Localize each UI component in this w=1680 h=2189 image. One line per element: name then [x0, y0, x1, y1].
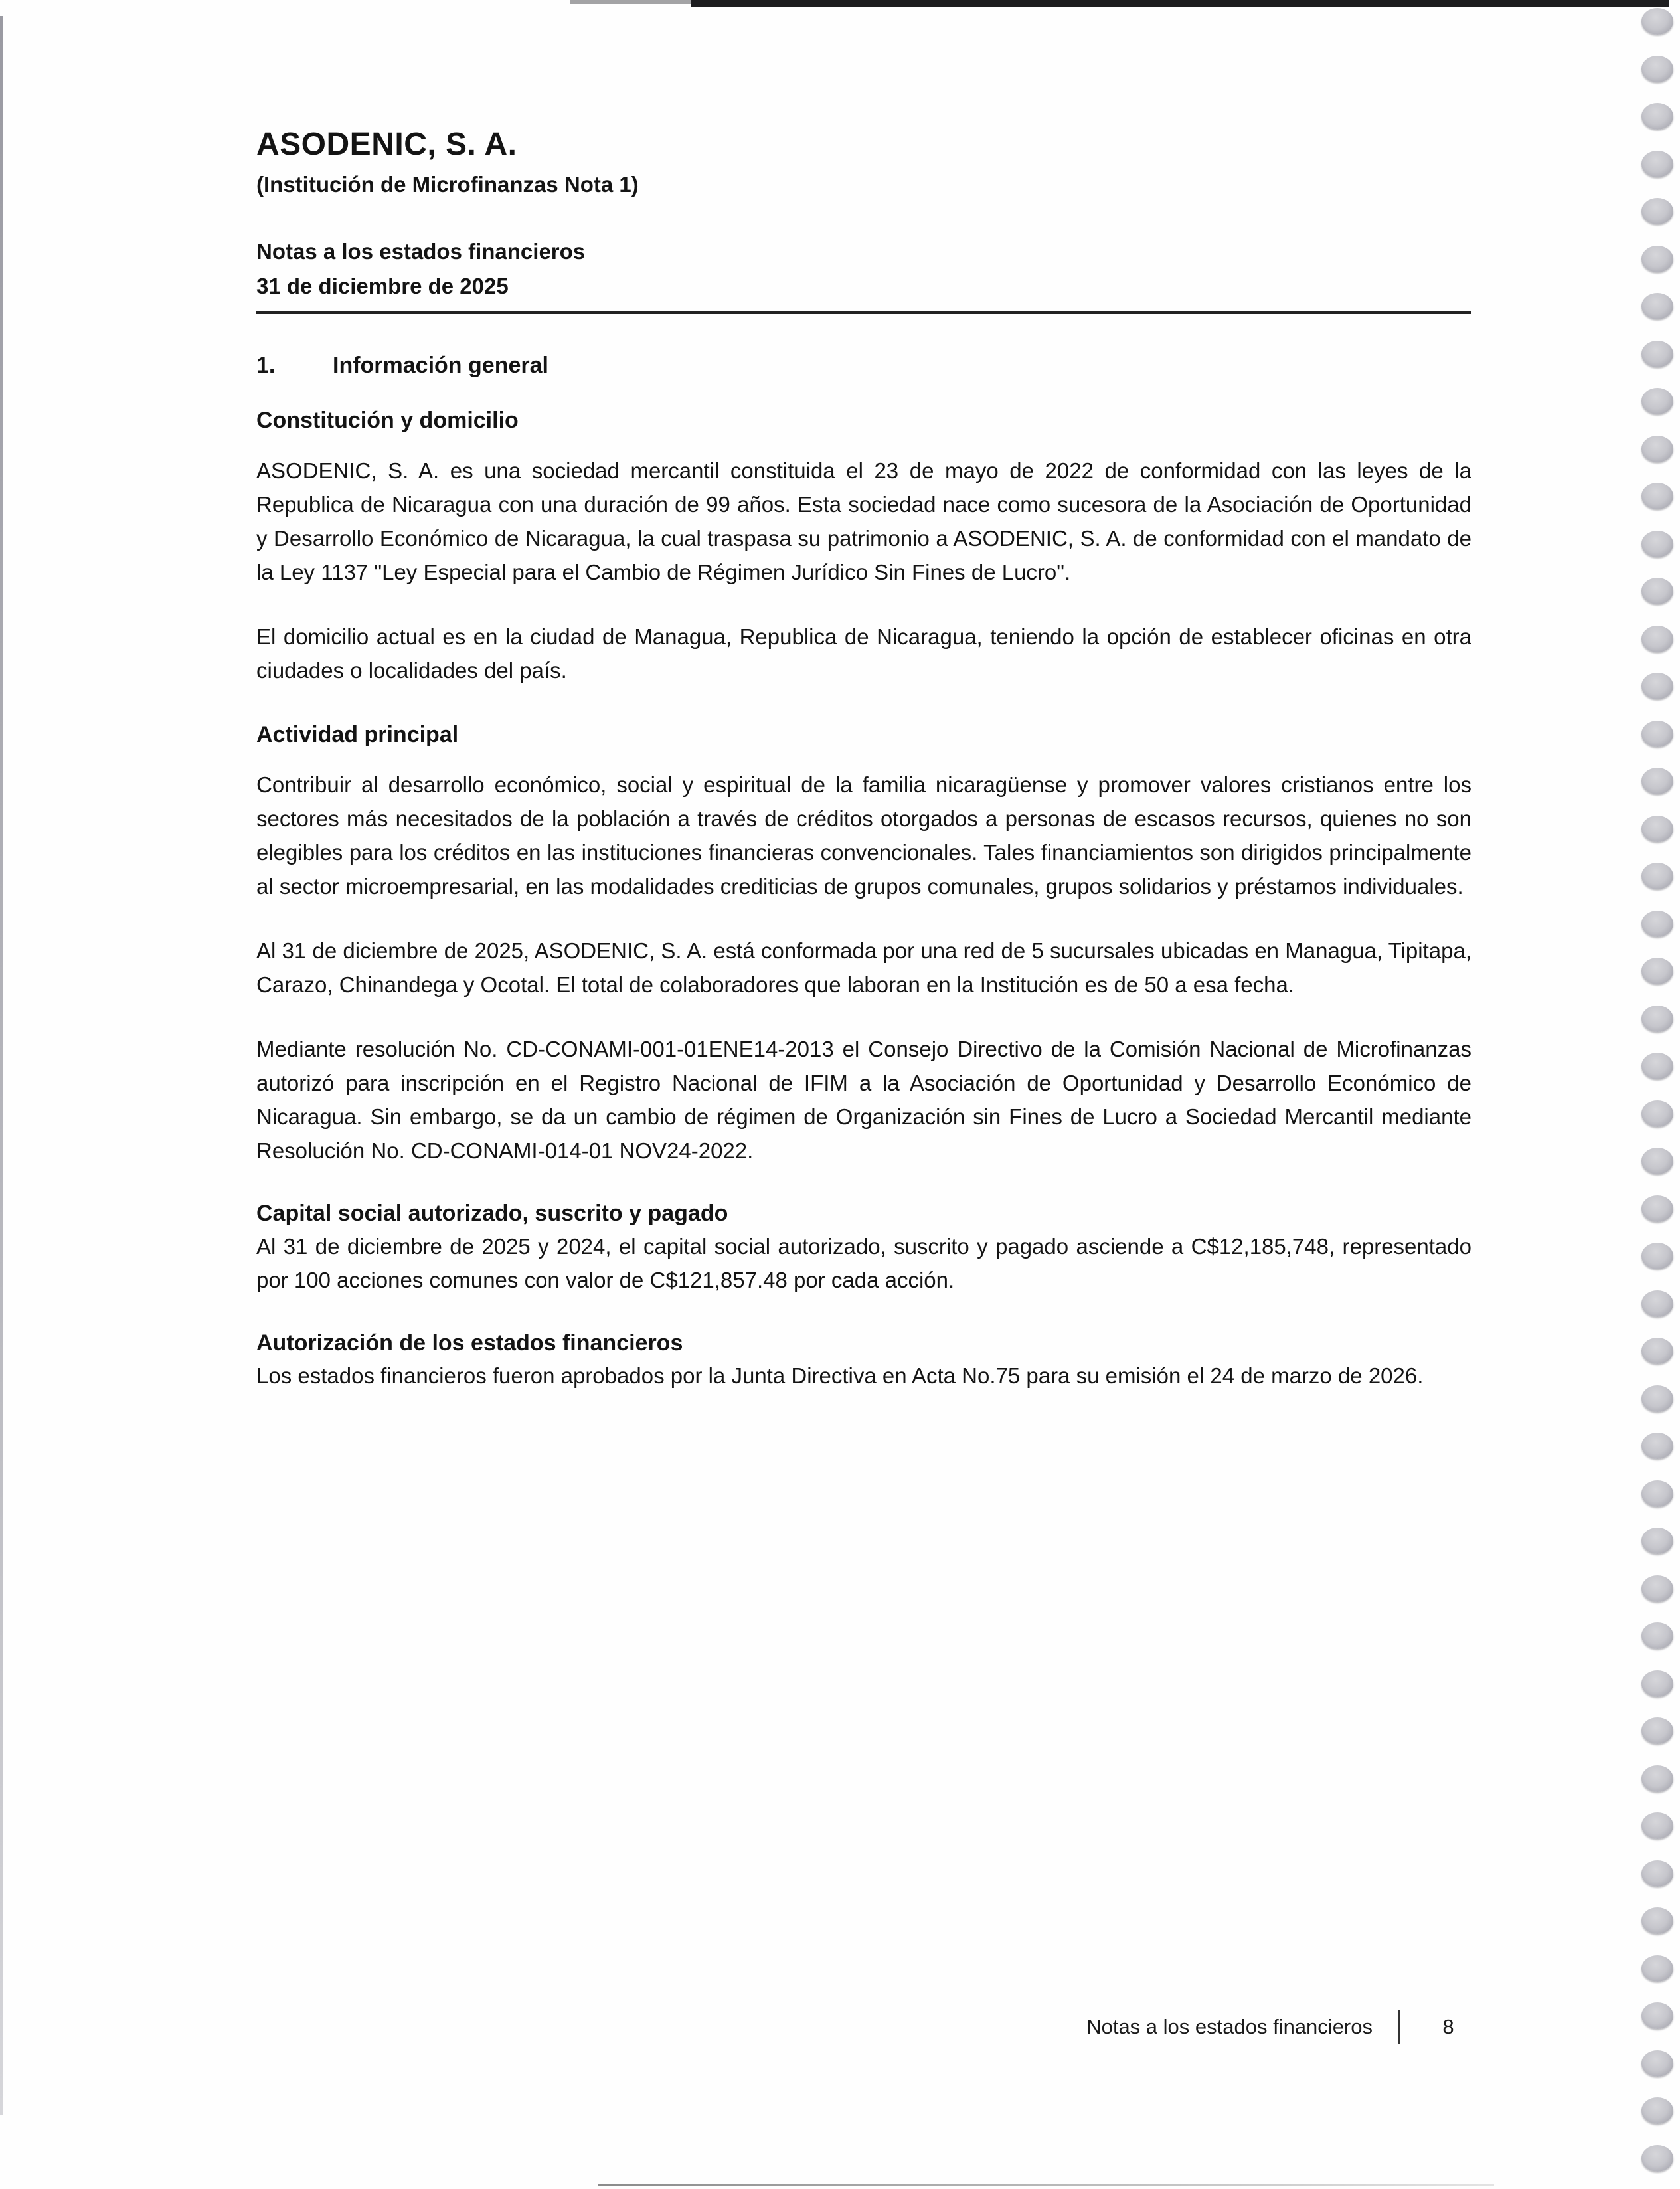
footer-page-number: 8: [1442, 2015, 1454, 2038]
paragraph-constitucion-1: ASODENIC, S. A. es una sociedad mercantil constituida el 23 de mayo de 2022 de conformidad con las leyes de la Republica de Nicaragua con una duración de 99 años. Esta sociedad nace como sucesora de la Asociación de Oportunidad y Desarrollo Económico de Nicaragua, la cual traspasa su patrimonio a ASODENIC, S. A. de conformidad con el mandato de la Ley 1137 "Ley Especial para el Cambio de Régimen Jurídico Sin Fines de Lucro".: [256, 458, 1471, 585]
company-name: ASODENIC, S. A.: [256, 127, 517, 162]
heading-constitucion: Constitución y domicilio: [256, 408, 519, 434]
binding-hole-icon: [1641, 1006, 1673, 1032]
section-number: 1.: [256, 353, 276, 379]
binding-hole-icon: [1641, 483, 1673, 509]
binding-hole-icon: [1641, 1385, 1673, 1412]
footer-separator: [1398, 2010, 1400, 2044]
binding-hole-icon: [1641, 1053, 1673, 1079]
binding-hole-icon: [1641, 1243, 1673, 1269]
binding-hole-icon: [1641, 1717, 1673, 1744]
binding-hole-icon: [1641, 1290, 1673, 1317]
binding-hole-icon: [1641, 1955, 1673, 1982]
scan-top-black-bar: [691, 0, 1669, 7]
scan-bottom-line: [598, 2184, 1494, 2186]
scan-top-gray-bar: [570, 0, 692, 4]
binding-hole-icon: [1641, 246, 1673, 272]
binding-hole-icon: [1641, 151, 1673, 177]
paragraph-actividad-1: Contribuir al desarrollo económico, social y espiritual de la familia nicaragüense y promover valores cristianos entre los sectores más necesitados de la población a través de créditos otorgados a personas de escasos recursos, quienes no son elegibles para los créditos en las instituciones financieras convencionales. Tales financiamientos son dirigidos principalmente al sector microempresarial, en las modalidades crediticias de grupos comunales, grupos solidarios y préstamos individuales.: [256, 772, 1471, 899]
binding-hole-icon: [1641, 341, 1673, 367]
binding-hole-icon: [1641, 1148, 1673, 1174]
binding-hole-icon: [1641, 1528, 1673, 1554]
binding-hole-icon: [1641, 958, 1673, 984]
binding-strip: [1634, 0, 1680, 2189]
binding-hole-icon: [1641, 673, 1673, 699]
binding-hole-icon: [1641, 1100, 1673, 1127]
binding-hole-icon: [1641, 1622, 1673, 1649]
binding-hole-icon: [1641, 8, 1673, 35]
binding-hole-icon: [1641, 1480, 1673, 1507]
scan-left-edge-line: [0, 16, 3, 2115]
binding-hole-icon: [1641, 103, 1673, 130]
binding-hole-icon: [1641, 1338, 1673, 1364]
binding-hole-icon: [1641, 56, 1673, 82]
binding-hole-icon: [1641, 768, 1673, 794]
binding-hole-icon: [1641, 1433, 1673, 1459]
binding-hole-icon: [1641, 1907, 1673, 1934]
binding-hole-icon: [1641, 578, 1673, 604]
heading-autorizacion: Autorización de los estados financieros: [256, 1330, 683, 1356]
binding-hole-icon: [1641, 531, 1673, 557]
binding-hole-icon: [1641, 1765, 1673, 1792]
binding-hole-icon: [1641, 293, 1673, 319]
report-title: Notas a los estados financieros: [256, 239, 586, 264]
binding-hole-icon: [1641, 436, 1673, 462]
binding-hole-icon: [1641, 911, 1673, 937]
paragraph-actividad-3: Mediante resolución No. CD-CONAMI-001-01ENE14-2013 el Consejo Directivo de la Comisión Nacional de Microfinanzas autorizó para inscripción en el Registro Nacional de IFIM a la Asociación de Oportunidad y Desarrollo Económico de Nicaragua. Sin embargo, se da un cambio de régimen de Organización sin Fines de Lucro a Sociedad Mercantil mediante Resolución No. CD-CONAMI-014-01 NOV24-2022.: [256, 1037, 1471, 1164]
binding-hole-icon: [1641, 388, 1673, 414]
binding-hole-icon: [1641, 1575, 1673, 1602]
binding-hole-icon: [1641, 1195, 1673, 1222]
binding-hole-icon: [1641, 2097, 1673, 2124]
paragraph-autorizacion-1: Los estados financieros fueron aprobados por la Junta Directiva en Acta No.75 para su emisión el 24 de marzo de 2026.: [256, 1363, 1424, 1389]
binding-hole-icon: [1641, 2145, 1673, 2172]
binding-hole-icon: [1641, 816, 1673, 842]
paragraph-constitucion-2: El domicilio actual es en la ciudad de Managua, Republica de Nicaragua, teniendo la opción de establecer oficinas en otra ciudades o localidades del país.: [256, 624, 1471, 683]
binding-hole-icon: [1641, 1670, 1673, 1697]
page-footer: [256, 2008, 1471, 2046]
binding-hole-icon: [1641, 1812, 1673, 1839]
binding-hole-icon: [1641, 2002, 1673, 2029]
section-title: Información general: [333, 353, 548, 379]
paragraph-actividad-2: Al 31 de diciembre de 2025, ASODENIC, S. A. está conformada por una red de 5 sucursales ubicadas en Managua, Tipitapa, Carazo, Chinandega y Ocotal. El total de colaboradores que laboran en la Institución es de 50 a esa fecha.: [256, 938, 1471, 998]
section-heading: [256, 353, 1471, 379]
report-title-block: [256, 234, 1471, 314]
paragraph-capital-1: Al 31 de diciembre de 2025 y 2024, el capital social autorizado, suscrito y pagado asciende a C$12,185,748, representado por 100 acciones comunes con valor de C$121,857.48 por cada acción.: [256, 1234, 1471, 1293]
footer-label: Notas a los estados financieros: [1086, 2015, 1373, 2038]
binding-hole-icon: [1641, 863, 1673, 889]
binding-hole-icon: [1641, 2050, 1673, 2077]
binding-hole-icon: [1641, 626, 1673, 652]
binding-hole-icon: [1641, 1860, 1673, 1887]
document-content: [256, 126, 1471, 1393]
heading-capital-social: Capital social autorizado, suscrito y pagado: [256, 1201, 728, 1227]
report-date: 31 de diciembre de 2025: [256, 274, 509, 299]
heading-actividad: Actividad principal: [256, 722, 459, 748]
company-subtitle: (Institución de Microfinanzas Nota 1): [256, 172, 639, 197]
binding-hole-icon: [1641, 198, 1673, 224]
binding-hole-icon: [1641, 721, 1673, 747]
